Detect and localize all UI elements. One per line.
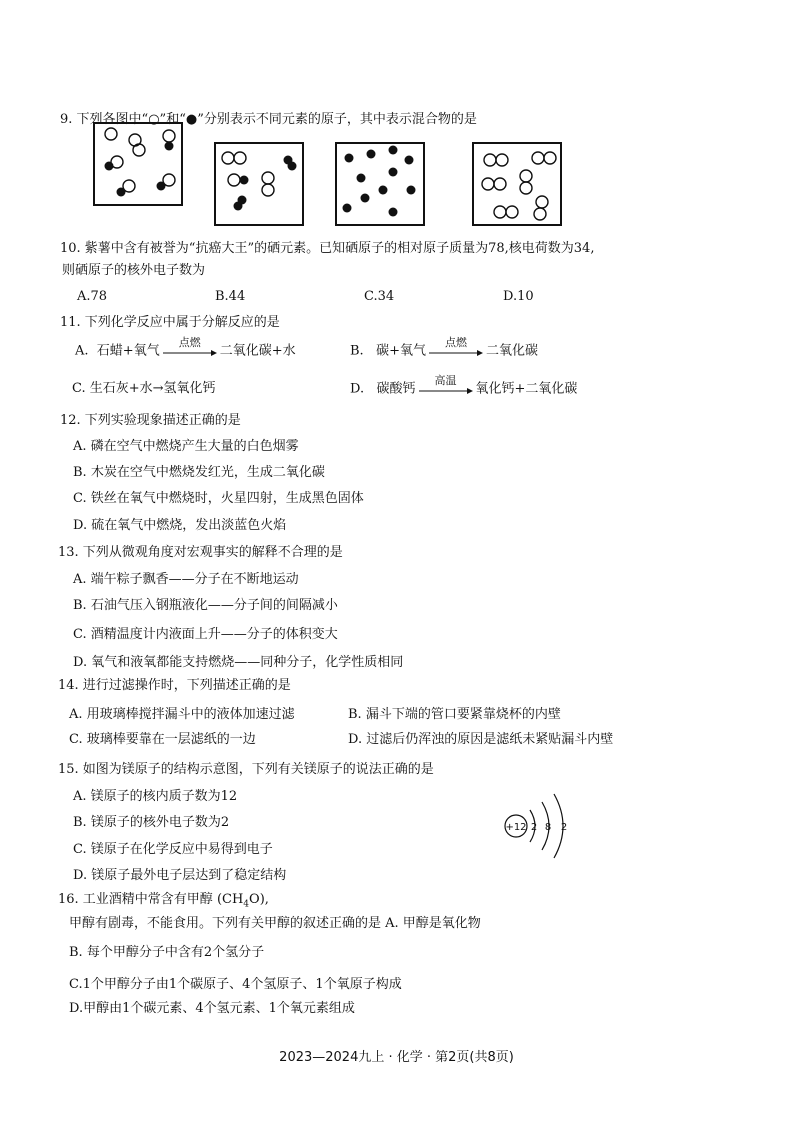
q9-stem-b: ”分别表示不同元素的原子，其中表示混合物的是 — [197, 112, 477, 127]
q15-stem: 15. 如图为镁原子的结构示意图，下列有关镁原子的说法正确的是 — [58, 762, 434, 777]
q11-option-b — [350, 336, 539, 360]
solid-circle-symbol: ● — [185, 112, 198, 127]
reaction-arrow-icon — [163, 336, 217, 359]
q14-option-b: B. 漏斗下端的管口要紧靠烧杯的内壁 — [348, 707, 561, 722]
q11-option-c: C. 生石灰+水→氢氧化钙 — [72, 381, 216, 396]
q11-a-label: A. — [75, 343, 89, 359]
q16-stem-a: 16. 工业酒精中常含有甲醇 (CH — [58, 892, 244, 907]
q16-stem-line1 — [58, 892, 269, 913]
q11-a-products: 二氧化碳+水 — [219, 343, 296, 359]
q16-stem-line2: 甲醇有剧毒，不能食用。下列有关甲醇的叙述正确的是 A. 甲醇是氧化物 — [69, 916, 481, 931]
q10-option-d: D.10 — [503, 289, 534, 304]
q15-option-d: D. 镁原子最外电子层达到了稳定结构 — [73, 868, 287, 883]
q12-stem: 12. 下列实验现象描述正确的是 — [60, 413, 241, 428]
q11-d-condition: 高温 — [434, 374, 457, 387]
q15-option-b: B. 镁原子的核外电子数为2 — [73, 815, 230, 830]
q11-a-reactants: 石蜡+氧气 — [96, 343, 160, 359]
q11-b-label: B. — [350, 343, 364, 359]
q11-b-condition: 点燃 — [445, 336, 467, 349]
q13-option-b: B. 石油气压入钢瓶液化——分子间的间隔减小 — [73, 598, 338, 613]
q16-option-c: C.1个甲醇分子由1个碳原子、4个氢原子、1个氧原子构成 — [69, 977, 402, 992]
magnesium-atom-diagram — [500, 788, 580, 864]
q12-option-c: C. 铁丝在氧气中燃烧时，火星四射，生成黑色固体 — [73, 491, 364, 506]
q11-option-d — [350, 374, 578, 398]
q9-figure-d — [472, 142, 562, 226]
q15-option-c: C. 镁原子在化学反应中易得到电子 — [73, 842, 273, 857]
q12-option-d: D. 硫在氧气中燃烧，发出淡蓝色火焰 — [73, 518, 287, 533]
reaction-arrow-icon — [419, 374, 473, 397]
q9-figure-b — [214, 142, 304, 226]
q14-stem: 14. 进行过滤操作时，下列描述正确的是 — [58, 678, 291, 693]
q13-option-d: D. 氧气和液氧都能支持燃烧——同种分子，化学性质相同 — [73, 655, 404, 670]
q14-option-a: A. 用玻璃棒搅拌漏斗中的液体加速过滤 — [69, 707, 295, 722]
q9-stem-a: 9. 下列各图中 — [60, 112, 142, 127]
q15-option-a: A. 镁原子的核内质子数为12 — [73, 789, 238, 804]
q10-option-c: C.34 — [364, 289, 395, 304]
q13-option-c: C. 酒精温度计内液面上升——分子的体积变大 — [73, 627, 338, 642]
q16-option-b: B. 每个甲醇分子中含有2个氢分子 — [69, 945, 265, 960]
shell-3-electrons: 2 — [560, 822, 568, 833]
q12-option-b: B. 木炭在空气中燃烧发红光，生成二氧化碳 — [73, 465, 325, 480]
q16-option-d: D.甲醇由1个碳元素、4个氢元素、1个氧元素组成 — [69, 1001, 355, 1016]
q13-option-a: A. 端午粽子飘香——分子在不断地运动 — [73, 572, 299, 587]
q12-option-a: A. 磷在空气中燃烧产生大量的白色烟雾 — [73, 439, 299, 454]
q9-quote-open: “ — [141, 112, 149, 127]
q11-stem: 11. 下列化学反应中属于分解反应的是 — [60, 315, 280, 330]
page-footer: 2023—2024九上 · 化学 · 第2页(共8页) — [279, 1050, 514, 1065]
nucleus-charge: +12 — [505, 822, 527, 833]
q11-d-label: D. — [350, 381, 365, 397]
shell-1-electrons: 2 — [530, 822, 538, 833]
q9-figure-a — [93, 122, 183, 206]
q9-figure-c — [335, 142, 425, 226]
q11-b-products: 二氧化碳 — [486, 343, 539, 359]
q10-option-a: A.78 — [77, 289, 108, 304]
q11-a-condition: 点燃 — [178, 336, 201, 349]
q11-option-a — [75, 336, 296, 360]
reaction-arrow-icon — [429, 336, 483, 359]
q13-stem: 13. 下列从微观角度对宏观事实的解释不合理的是 — [58, 545, 343, 560]
q11-b-reactants: 碳+氧气 — [376, 343, 426, 359]
q11-d-reactants: 碳酸钙 — [376, 381, 416, 397]
q16-formula-subscript: 4 — [243, 899, 250, 910]
q10-stem-line2: 则硒原子的核外电子数为 — [62, 263, 206, 278]
q10-option-b: B.44 — [215, 289, 246, 304]
q11-d-products: 氧化钙+二氧化碳 — [475, 381, 578, 397]
q10-stem-line1: 10. 紫薯中含有被誉为“抗癌大王”的硒元素。已知硒原子的相对原子质量为78,核电荷数为34, — [60, 241, 595, 256]
q16-stem-b: O), — [249, 892, 269, 907]
q9-stem-mid: ”和“ — [159, 112, 186, 127]
shell-2-electrons: 8 — [544, 822, 552, 833]
q14-option-c: C. 玻璃棒要靠在一层滤纸的一边 — [69, 732, 256, 747]
q14-option-d: D. 过滤后仍浑浊的原因是滤纸未紧贴漏斗内壁 — [348, 732, 614, 747]
hollow-circle-symbol: ○ — [148, 112, 160, 127]
